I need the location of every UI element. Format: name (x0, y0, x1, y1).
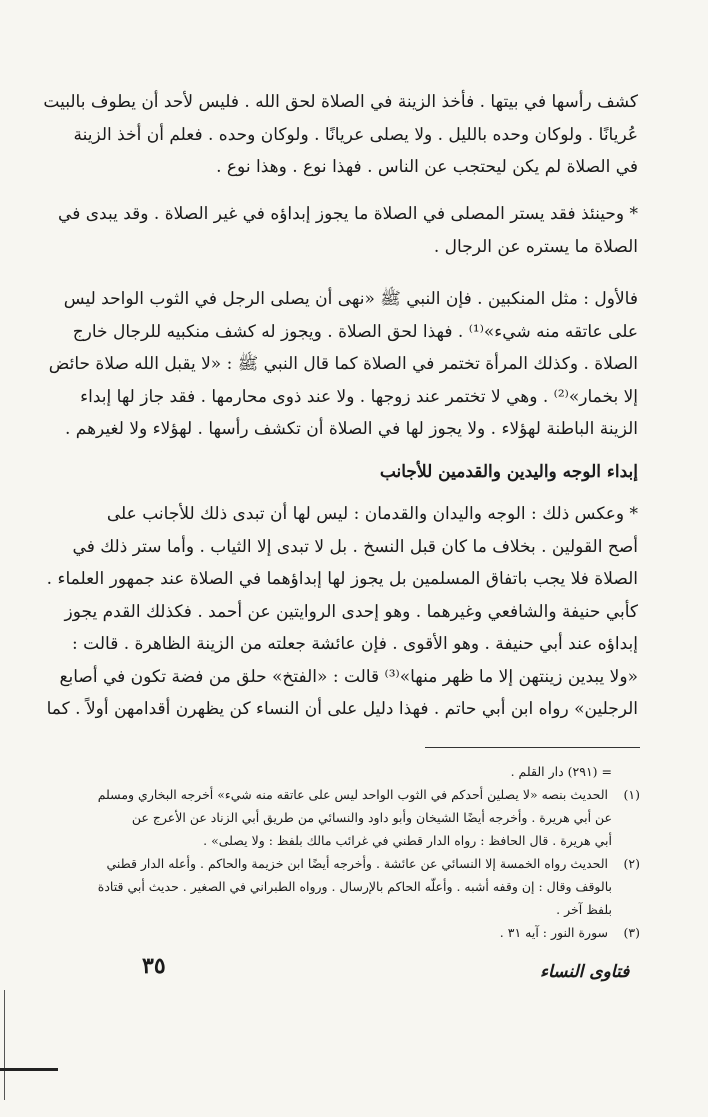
paragraph-4 (46, 498, 638, 726)
scan-margin-line (4, 990, 5, 1100)
paragraph-1 (43, 86, 638, 184)
scan-margin-mark (0, 1068, 58, 1071)
text-line: * وحينئذ فقد يستر المصلى في الصلاة ما يجوز إبداؤه في غير الصلاة . وقد يبدى في (58, 204, 638, 224)
footnotes (97, 760, 640, 944)
text-line: إلا بخمار»⁽²⁾ . وهي لا تختمر عند زوجها . ولا عند ذوى محارمها . فقد جاز لها إبداء (80, 386, 638, 407)
text-line: أصح القولين . بخلاف ما كان قبل النسخ . بل لا تبدى إلا الثياب . وأما ستر ذلك في (72, 536, 638, 557)
text-line: * وعكس ذلك : الوجه واليدان والقدمان : ليس لها أن تبدى ذلك للأجانب على (106, 504, 638, 524)
footnote-number: (٢) (623, 856, 640, 871)
footnote-text: أبي هريرة . قال الحافظ : رواه الدار قطني في غرائب مالك بلفظ : ولا يصلى» . (203, 833, 612, 848)
paragraph-2 (58, 198, 638, 263)
text-line: إبداؤه عند أبي حنيفة . وهو الأقوى . فإن عائشة جعلته من الزينة الظاهرة . قالت : (72, 634, 638, 654)
text-line: عُريانًا . ولوكان وحده بالليل . ولا يصلى عريانًا . ولوكان وحده . فعلم أن أخذ الزينة (73, 124, 638, 145)
text-line: في الصلاة لم يكن ليحتجب عن الناس . فهذا نوع . وهذا نوع . (216, 157, 638, 177)
running-footer: فتاوى النساء (540, 962, 630, 982)
text-line: الصلاة . وكذلك المرأة تختمر في الصلاة كما قال النبي ﷺ : «لا يقبل الله صلاة حائض (48, 354, 638, 374)
footnote-reference: = (٢٩١) دار القلم . (510, 764, 612, 779)
footnote-3 (128, 921, 640, 944)
footnote-1 (97, 783, 640, 806)
text-line: الصلاة فلا يجب باتفاق المسلمين بل يجوز لها إبداؤهما في الصلاة عند جمهور العلماء . (46, 569, 638, 589)
text-line: الزينة الباطنة لهؤلاء . ولا يجوز لها في الصلاة أن تكشف رأسها . لهؤلاء ولا لغيرهم . (64, 419, 638, 439)
footnote-text: عن أبي هريرة . وأخرجه أيضًا الشيخان وأبو داود والنسائي من طريق أبي الزناد عن الأعرج عن (131, 810, 612, 825)
page-number: ٣٥ (142, 953, 166, 979)
text-line: فالأول : مثل المنكبين . فإن النبي ﷺ «نهى أن يصلى الرجل في الثوب الواحد ليس (63, 289, 638, 309)
text-line: الصلاة ما يستره عن الرجال . (433, 236, 638, 257)
paragraph-3 (48, 283, 638, 446)
text-line: الرجلين» رواه ابن أبي حاتم . فهذا دليل على أن النساء كن يظهرن أقدامهن أولاً . كما (46, 699, 638, 719)
footnote-text: سورة النور : آيه ٣١ . (499, 925, 609, 940)
footnote-text: الحديث رواه الخمسة إلا النسائي عن عائشة . وأخرجه أيضًا ابن خزيمة والحاكم . وأعله الدار قطني (106, 856, 609, 871)
footnote-text: الحديث بنصه «لا يصلين أحدكم في الثوب الواحد ليس على عاتقه منه شيء» أخرجه البخاري ومسلم (97, 787, 609, 802)
text-line: على عاتقه منه شيء»⁽¹⁾ . فهذا لحق الصلاة . ويجوز له كشف منكبيه للرجال خارج (72, 321, 638, 342)
text-line: كأبي حنيفة والشافعي وغيرهما . وهو إحدى الروايتين عن أحمد . فكذلك القدم يجوز (64, 601, 638, 622)
footnote-text: بالوقف وقال : إن وقفه أشبه . وأعلّه الحاكم بالإرسال . ورواه الطبراني في الصغير . حديث أبي قتادة (97, 879, 612, 894)
footnote-number: (٣) (623, 925, 640, 940)
section-heading: إبداء الوجه واليدين والقدمين للأجانب (379, 462, 638, 482)
footnote-2 (106, 852, 640, 875)
footnote-text: بلفظ آخر . (556, 902, 612, 917)
footnote-divider (425, 747, 640, 748)
text-line: «ولا يبدين زينتهن إلا ما ظهر منها»⁽³⁾ قالت : «الفتخ» حلق من فضة تكون في أصابع (59, 666, 638, 687)
text-line: كشف رأسها في بيتها . فأخذ الزينة في الصلاة لحق الله . فليس لأحد أن يطوف بالبيت (43, 92, 638, 112)
footnote-number: (١) (623, 787, 640, 802)
